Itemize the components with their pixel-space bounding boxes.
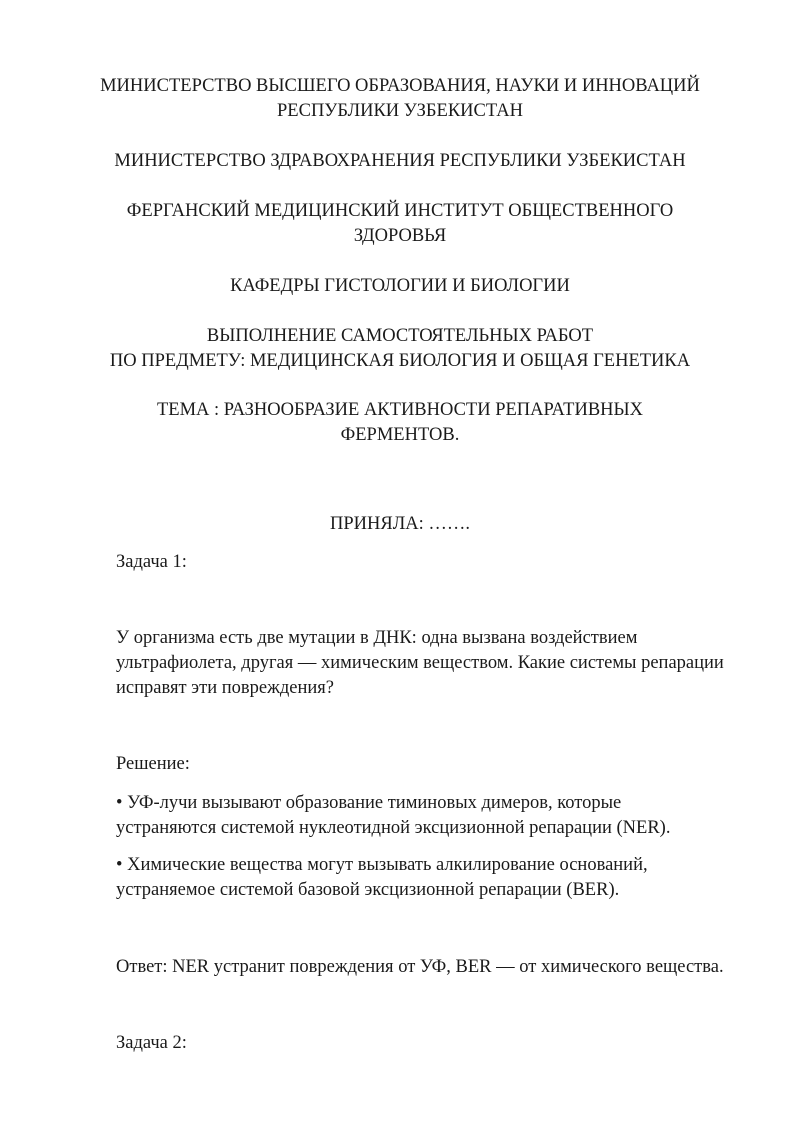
work-title-heading [60, 324, 740, 374]
heading-line: ЗДОРОВЬЯ [353, 226, 447, 246]
accepted-by-line: ПРИНЯЛА: ……. [329, 514, 470, 534]
heading-line: РЕСПУБЛИКИ УЗБЕКИСТАН [277, 101, 523, 121]
ministry-health-heading [60, 149, 740, 174]
paragraph-line: Решение: [116, 754, 190, 774]
heading-line: ФЕРГАНСКИЙ МЕДИЦИНСКИЙ ИНСТИТУТ ОБЩЕСТВЕННОГО [126, 201, 674, 221]
heading-line: ТЕМА : РАЗНООБРАЗИЕ АКТИВНОСТИ РЕПАРАТИВНЫХ [156, 400, 644, 420]
paragraph-line: • УФ-лучи вызывают образование тиминовых димеров, которые [116, 793, 622, 813]
task1-label [116, 550, 756, 575]
paragraph-line: У организма есть две мутации в ДНК: одна вызвана воздействием [116, 628, 638, 648]
task-label-line: Задача 1: [116, 552, 187, 572]
paragraph-line: устраняются системой нуклеотидной эксцизионной репарации (NER). [116, 818, 671, 838]
ministry-higher-education-heading [60, 74, 740, 124]
heading-line: ПО ПРЕДМЕТУ: МЕДИЦИНСКАЯ БИОЛОГИЯ И ОБЩАЯ ГЕНЕТИКА [109, 351, 691, 371]
heading-line: МИНИСТЕРСТВО ВЫСШЕГО ОБРАЗОВАНИЯ, НАУКИ И ИННОВАЦИЙ [100, 76, 700, 96]
heading-line: ВЫПОЛНЕНИЕ САМОСТОЯТЕЛЬНЫХ РАБОТ [206, 326, 594, 346]
paragraph-line: устраняемое системой базовой эксцизионной репарации (BER). [116, 880, 620, 900]
heading-line: КАФЕДРЫ ГИСТОЛОГИИ И БИОЛОГИИ [230, 276, 570, 296]
paragraph-line: исправят эти повреждения? [116, 678, 335, 698]
task2-label [116, 1031, 756, 1056]
institute-heading [60, 199, 740, 249]
solution-bullet-chemical [116, 853, 756, 903]
topic-heading [60, 398, 740, 448]
accepted-by [60, 512, 740, 537]
department-heading [60, 274, 740, 299]
task-label-line: Задача 2: [116, 1033, 187, 1053]
heading-line: МИНИСТЕРСТВО ЗДРАВОХРАНЕНИЯ РЕСПУБЛИКИ УЗБЕКИСТАН [114, 151, 686, 171]
paragraph-line: ультрафиолета, другая — химическим веществом. Какие системы репарации [116, 653, 724, 673]
solution-bullet-uv [116, 791, 756, 841]
task1-question [116, 626, 756, 701]
task1-answer [116, 955, 756, 980]
solution-label [116, 752, 756, 777]
paragraph-line: Ответ: NER устранит повреждения от УФ, BER — от химического вещества. [116, 957, 724, 977]
paragraph-line: • Химические вещества могут вызывать алкилирование оснований, [116, 855, 648, 875]
heading-line: ФЕРМЕНТОВ. [340, 425, 460, 445]
